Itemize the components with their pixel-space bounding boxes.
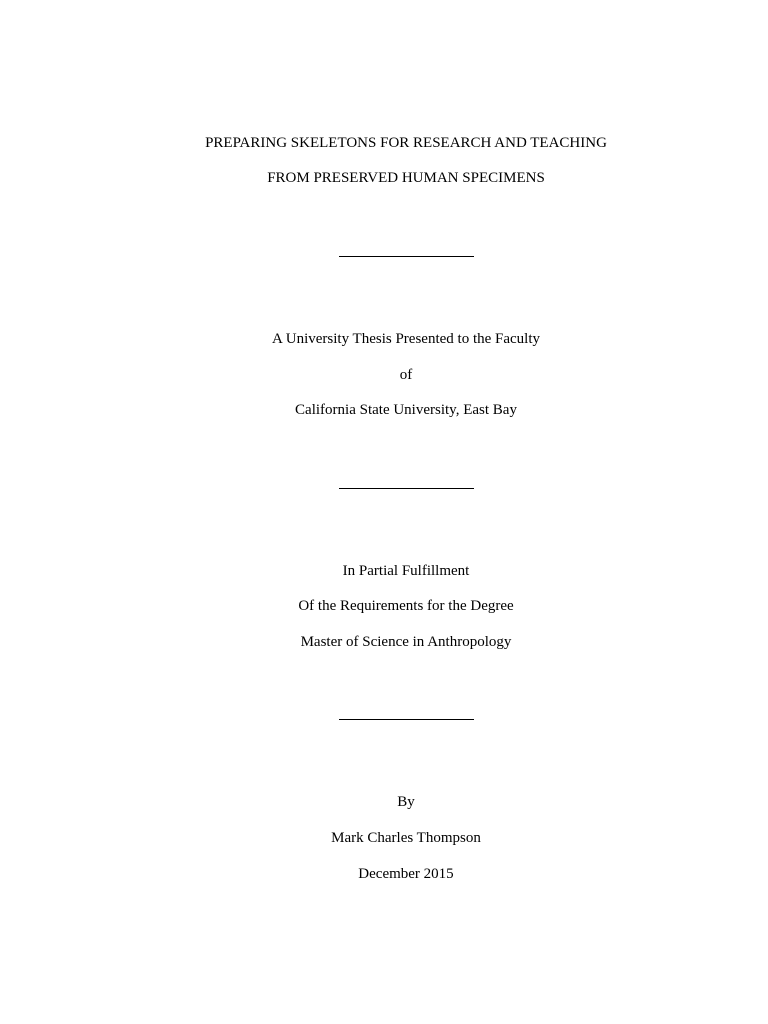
of-line: of xyxy=(399,367,413,383)
degree-line: Master of Science in Anthropology xyxy=(300,634,512,650)
presented-to-line: A University Thesis Presented to the Faculty xyxy=(271,331,541,347)
separator-rule-1 xyxy=(339,256,474,257)
university-line: California State University, East Bay xyxy=(295,402,517,418)
thesis-date: December 2015 xyxy=(358,866,454,882)
author-name: Mark Charles Thompson xyxy=(331,830,481,846)
separator-rule-2 xyxy=(339,488,474,489)
separator-rule-3 xyxy=(339,719,474,720)
partial-fulfillment-line: In Partial Fulfillment xyxy=(342,563,470,579)
by-line: By xyxy=(397,794,415,810)
requirements-line: Of the Requirements for the Degree xyxy=(298,598,514,614)
title-line-1: PREPARING SKELETONS FOR RESEARCH AND TEACHING xyxy=(205,135,607,151)
title-line-2: FROM PRESERVED HUMAN SPECIMENS xyxy=(267,170,545,186)
